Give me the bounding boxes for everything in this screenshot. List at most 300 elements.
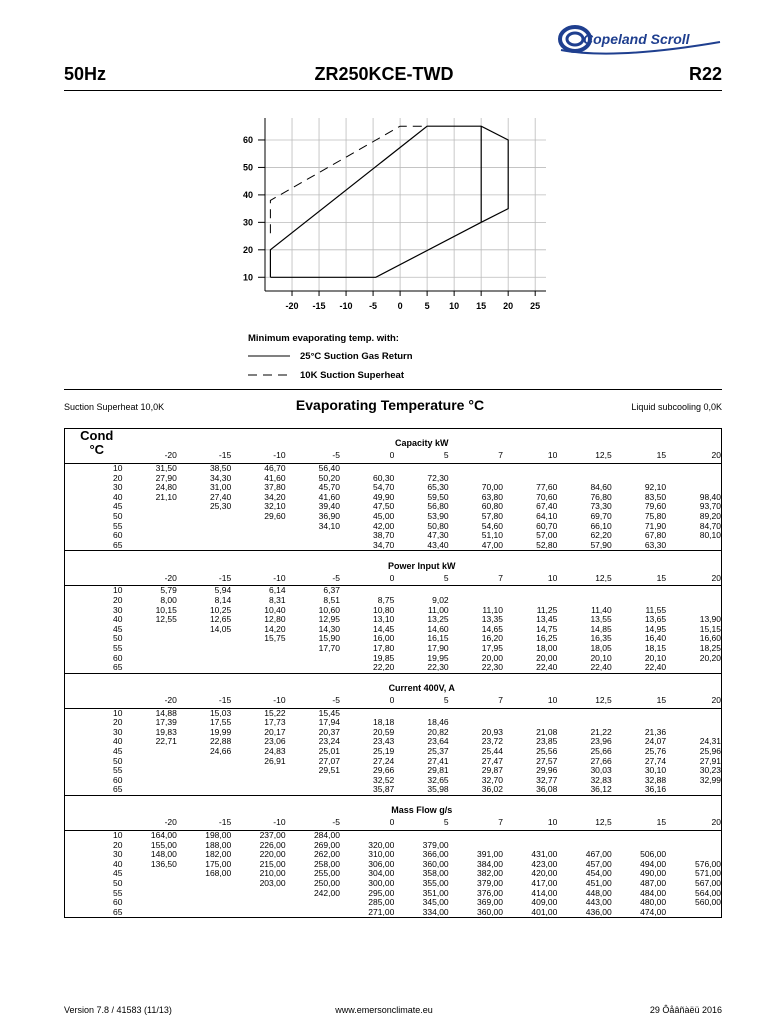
data-cell: 27,47 (481, 755, 504, 766)
data-cell (123, 747, 177, 757)
data-cell: 6,37 (323, 585, 340, 596)
website-link[interactable]: www.emersonclimate.eu (335, 1005, 433, 1015)
data-cell: 203,00 (259, 878, 286, 888)
data-cell (286, 663, 340, 673)
data-cell: 242,00 (313, 887, 340, 898)
data-cell: 15,75 (264, 633, 286, 644)
data-cell: 258,00 (313, 858, 340, 869)
data-cell: 16,60 (699, 633, 721, 644)
data-cell (612, 708, 666, 718)
data-cell: 564,00 (695, 887, 721, 898)
data-cell: 10,80 (373, 604, 395, 615)
data-cell: 37,80 (264, 482, 286, 493)
data-cell (123, 522, 177, 532)
column-header: 5 (443, 572, 449, 583)
data-cell: 29,96 (536, 765, 558, 776)
data-cell: 56,80 (427, 501, 449, 512)
data-cell: 17,90 (427, 642, 449, 653)
data-cell: 36,08 (536, 784, 558, 795)
cond-value: 10 (113, 463, 123, 473)
data-cell (231, 663, 285, 673)
column-header: 10 (547, 694, 558, 705)
cond-value: 65 (113, 539, 123, 550)
data-cell: 11,25 (536, 604, 558, 615)
y-tick-label: 20 (242, 244, 253, 255)
data-cell: 188,00 (205, 839, 232, 850)
data-cell: 54,60 (481, 520, 504, 531)
data-cell: 506,00 (640, 849, 667, 860)
table-section-data (65, 831, 722, 918)
envelope-dashed-line (270, 126, 427, 233)
data-cell: 27,66 (590, 755, 612, 766)
section-title: Current 400V, A (388, 683, 455, 694)
data-cell: 237,00 (259, 830, 286, 841)
header-rule (64, 90, 722, 91)
data-cell (449, 464, 503, 474)
column-header: 12,5 (595, 694, 612, 705)
data-cell: 175,00 (205, 858, 232, 869)
column-header: 5 (443, 817, 449, 828)
cond-header-cell (65, 796, 123, 817)
data-cell: 12,95 (318, 614, 340, 625)
data-cell (286, 654, 340, 664)
data-cell: 304,00 (368, 868, 395, 879)
data-cell: 29,66 (373, 765, 395, 776)
data-cell (666, 586, 721, 596)
data-cell (666, 708, 721, 718)
cond-value: 65 (113, 906, 123, 917)
data-cell: 25,30 (209, 501, 232, 512)
column-header: 15 (656, 450, 667, 461)
y-tick-label: 60 (242, 134, 253, 145)
data-cell (177, 541, 231, 551)
cond-header-cell (65, 551, 123, 572)
data-cell: 15,45 (318, 707, 340, 718)
data-cell: 57,80 (481, 510, 504, 521)
cond-header-cell (65, 673, 123, 694)
column-header: 7 (498, 572, 504, 583)
data-cell: 285,00 (368, 897, 395, 908)
cond-header-cell (65, 429, 123, 464)
data-cell: 54,70 (373, 482, 395, 493)
data-cell (123, 766, 177, 776)
table-section (65, 673, 722, 708)
data-cell: 43,40 (427, 539, 449, 550)
data-cell: 60,30 (373, 472, 395, 483)
cond-value: 40 (113, 858, 123, 869)
data-cell: 215,00 (259, 858, 286, 869)
data-cell (123, 644, 177, 654)
cond-value: 20 (113, 472, 123, 483)
data-cell: 15,90 (318, 633, 340, 644)
data-cell (503, 464, 557, 474)
data-cell: 20,59 (373, 726, 395, 737)
data-cell (123, 531, 177, 541)
data-cell: 25,44 (481, 746, 504, 757)
column-header: -5 (332, 572, 340, 583)
data-cell: 53,90 (427, 510, 449, 521)
data-cell: 164,00 (150, 830, 177, 841)
column-header: -5 (332, 450, 340, 461)
data-cell: 22,71 (155, 736, 177, 747)
data-cell (123, 541, 177, 551)
data-cell: 384,00 (477, 858, 504, 869)
section-title: Mass Flow g/s (391, 805, 453, 816)
data-cell: 467,00 (585, 849, 612, 860)
data-cell: 13,10 (373, 614, 395, 625)
data-cell: 23,24 (318, 736, 340, 747)
data-cell: 417,00 (531, 878, 558, 888)
data-cell: 420,00 (531, 868, 558, 879)
data-cell (449, 708, 503, 718)
data-cell: 155,00 (150, 839, 177, 850)
data-cell (123, 776, 177, 786)
data-cell: 63,30 (644, 539, 667, 550)
data-cell: 13,25 (427, 614, 449, 625)
data-cell (612, 464, 666, 474)
data-cell: 17,94 (318, 717, 340, 728)
data-cell: 34,70 (373, 539, 395, 550)
cond-value: 65 (113, 662, 123, 673)
data-cell: 334,00 (422, 906, 449, 917)
data-cell: 19,85 (373, 652, 395, 663)
data-cell: 19,99 (209, 726, 232, 737)
data-cell: 79,60 (644, 501, 667, 512)
data-cell (231, 908, 285, 918)
data-cell: 448,00 (585, 887, 612, 898)
data-cell (666, 663, 721, 673)
data-cell: 27,74 (644, 755, 667, 766)
data-cell: 38,70 (373, 530, 395, 541)
data-cell: 84,60 (590, 482, 612, 493)
data-cell: 351,00 (422, 887, 449, 898)
data-cell (123, 879, 177, 889)
data-cell: 284,00 (313, 830, 340, 841)
cond-value: 60 (113, 652, 123, 663)
footer-date: 29 Ôåâñàëü 2016 (649, 1005, 722, 1015)
legend-title: Minimum evaporating temp. with: (248, 333, 399, 344)
data-cell: 409,00 (531, 897, 558, 908)
data-cell: 27,41 (427, 755, 449, 766)
data-cell (177, 908, 231, 918)
copeland-scroll-logo (555, 20, 725, 58)
data-cell: 57,90 (590, 539, 612, 550)
data-cell: 12,80 (264, 614, 286, 625)
data-cell (666, 831, 721, 841)
data-cell: 17,70 (318, 642, 340, 653)
cond-value: 45 (113, 623, 123, 634)
data-cell (666, 596, 721, 606)
data-cell (557, 831, 611, 841)
data-cell (231, 654, 285, 664)
data-cell: 36,12 (590, 784, 612, 795)
data-cell (177, 889, 231, 899)
data-cell: 98,40 (699, 491, 721, 502)
data-cell: 15,15 (699, 623, 721, 634)
column-header: -20 (164, 572, 177, 583)
data-cell (177, 512, 231, 522)
data-cell: 66,10 (590, 520, 612, 531)
data-cell: 72,30 (427, 472, 449, 483)
data-cell: 13,90 (699, 614, 721, 625)
data-cell: 23,72 (481, 736, 504, 747)
cond-value: 45 (113, 746, 123, 757)
data-cell: 454,00 (585, 868, 612, 879)
column-header: 20 (711, 817, 721, 828)
legend-solid-label: 25°C Suction Gas Return (300, 351, 413, 362)
data-cell: 21,36 (644, 726, 667, 737)
liquid-subcooling: Liquid subcooling 0,0K (631, 402, 722, 412)
cond-value: 40 (113, 614, 123, 625)
data-cell: 571,00 (695, 868, 721, 879)
data-cell: 27,90 (155, 472, 177, 483)
cond-value: 30 (113, 849, 123, 860)
data-cell: 50,80 (427, 520, 449, 531)
column-header: -5 (332, 817, 340, 828)
data-cell: 67,80 (644, 530, 667, 541)
data-cell: 60,70 (536, 520, 558, 531)
data-cell: 16,40 (644, 633, 667, 644)
column-header: -10 (273, 450, 286, 461)
section-title: Power Input kW (388, 560, 456, 571)
data-cell: 73,30 (590, 501, 612, 512)
data-cell: 77,60 (536, 482, 558, 493)
data-cell: 36,90 (318, 510, 340, 521)
data-cell: 47,30 (427, 530, 449, 541)
data-cell (123, 908, 177, 918)
data-cell: 36,16 (644, 784, 667, 795)
data-cell: 136,50 (150, 858, 177, 869)
y-tick-label: 30 (242, 217, 253, 228)
data-cell: 474,00 (640, 906, 667, 917)
data-cell: 484,00 (640, 887, 667, 898)
data-cell: 10,40 (264, 604, 286, 615)
data-cell: 20,93 (481, 726, 504, 737)
data-cell: 32,65 (427, 774, 449, 785)
data-cell: 32,88 (644, 774, 667, 785)
data-cell: 36,02 (481, 784, 504, 795)
data-cell (177, 663, 231, 673)
data-cell: 457,00 (585, 858, 612, 869)
data-cell: 35,98 (427, 784, 449, 795)
data-cell: 18,00 (536, 642, 558, 653)
data-cell: 31,50 (155, 463, 177, 473)
data-cell: 25,56 (536, 746, 558, 757)
data-cell: 38,50 (209, 463, 232, 473)
data-cell (503, 831, 557, 841)
cond-value: 55 (113, 765, 123, 776)
data-cell: 11,10 (482, 604, 504, 615)
table-row (65, 541, 722, 551)
column-header: 20 (711, 694, 721, 705)
data-cell: 18,46 (427, 717, 449, 728)
data-cell (123, 634, 177, 644)
data-cell: 490,00 (640, 868, 667, 879)
data-cell: 17,95 (481, 642, 504, 653)
data-cell: 32,99 (699, 774, 721, 785)
column-header: 12,5 (595, 817, 612, 828)
x-tick-label: -20 (285, 301, 299, 311)
data-cell: 5,79 (160, 585, 177, 596)
data-cell: 8,14 (214, 594, 232, 605)
data-cell: 414,00 (531, 887, 558, 898)
data-cell (123, 654, 177, 664)
data-cell: 70,00 (481, 482, 504, 493)
column-header: -20 (164, 450, 177, 461)
data-cell (231, 644, 285, 654)
data-cell: 65,30 (427, 482, 449, 493)
data-cell (177, 785, 231, 795)
column-header: 0 (389, 450, 395, 461)
data-cell: 32,83 (590, 774, 612, 785)
data-cell: 29,51 (318, 765, 340, 776)
data-cell (557, 464, 611, 474)
data-cell (123, 663, 177, 673)
data-cell (177, 654, 231, 664)
data-cell (123, 898, 177, 908)
data-cell: 23,06 (264, 736, 286, 747)
data-cell: 17,73 (264, 717, 286, 728)
data-cell: 567,00 (695, 878, 721, 888)
data-cell (231, 889, 285, 899)
data-cell: 92,10 (644, 482, 667, 493)
column-header: 5 (443, 694, 449, 705)
data-cell: 93,70 (699, 501, 721, 512)
table-section-data (65, 586, 722, 673)
data-cell: 24,31 (699, 736, 721, 747)
data-cell (286, 898, 340, 908)
x-tick-label: -5 (369, 301, 378, 311)
chart-axes (258, 118, 546, 296)
column-header: 0 (389, 694, 395, 705)
data-cell: 19,95 (427, 652, 449, 663)
data-cell (666, 841, 721, 851)
data-cell: 220,00 (259, 849, 286, 860)
data-cell: 32,70 (481, 774, 504, 785)
data-cell: 168,00 (205, 868, 232, 879)
data-cell (177, 757, 231, 767)
x-tick-label: 15 (476, 301, 487, 311)
data-cell: 255,00 (313, 868, 340, 879)
data-cell: 310,00 (368, 849, 395, 860)
cond-value: 45 (113, 868, 123, 879)
data-cell: 34,20 (264, 491, 286, 502)
suction-superheat: Suction Superheat 10,0K (64, 402, 165, 412)
data-cell: 22,88 (209, 736, 232, 747)
cond-value: 40 (113, 491, 123, 502)
data-cell: 14,05 (209, 623, 232, 634)
chart-rule (64, 389, 722, 390)
data-cell (231, 766, 285, 776)
y-tick-label: 40 (242, 189, 253, 200)
data-cell: 379,00 (477, 878, 504, 888)
data-cell: 25,19 (373, 746, 395, 757)
data-cell: 24,83 (264, 746, 286, 757)
data-cell: 63,80 (481, 491, 504, 502)
data-cell: 20,17 (264, 726, 286, 737)
table-section (65, 551, 722, 586)
cond-value: 50 (113, 510, 123, 521)
data-cell: 35,87 (373, 784, 395, 795)
data-cell: 71,90 (644, 520, 667, 531)
data-cell: 49,90 (373, 491, 395, 502)
data-cell: 34,30 (209, 472, 232, 483)
data-cell: 45,00 (373, 510, 395, 521)
column-header: -10 (273, 817, 286, 828)
data-cell: 41,60 (264, 472, 286, 483)
data-cell: 13,35 (481, 614, 504, 625)
data-cell: 64,10 (536, 510, 558, 521)
column-header: 0 (389, 817, 395, 828)
data-cell: 18,18 (373, 717, 395, 728)
data-cell: 443,00 (585, 897, 612, 908)
data-cell (177, 522, 231, 532)
data-cell (177, 531, 231, 541)
cond-value: 50 (113, 755, 123, 766)
data-cell: 358,00 (422, 868, 449, 879)
data-cell: 31,00 (209, 482, 232, 493)
data-cell (666, 541, 721, 551)
data-cell (177, 644, 231, 654)
section-title: Capacity kW (394, 438, 449, 449)
cond-value: 10 (113, 707, 123, 718)
data-cell: 20,10 (590, 652, 612, 663)
cond-value: 20 (113, 717, 123, 728)
data-cell: 13,45 (536, 614, 558, 625)
data-cell (177, 766, 231, 776)
data-cell: 14,75 (536, 623, 558, 634)
data-cell: 24,66 (209, 746, 232, 757)
cond-value: 20 (113, 594, 123, 605)
data-cell (177, 634, 231, 644)
data-cell: 89,20 (699, 510, 721, 521)
data-cell: 22,30 (481, 662, 504, 673)
column-header: 10 (547, 572, 558, 583)
data-cell: 51,10 (481, 530, 504, 541)
data-cell: 46,70 (264, 463, 286, 473)
model-title: ZR250KCE-TWD (314, 64, 454, 84)
data-cell: 25,76 (644, 746, 667, 757)
cond-value: 40 (113, 736, 123, 747)
data-cell (449, 586, 503, 596)
data-cell: 487,00 (640, 878, 667, 888)
data-cell: 480,00 (640, 897, 667, 908)
data-cell: 271,00 (368, 906, 395, 917)
data-cell (286, 908, 340, 918)
data-cell: 10,25 (209, 604, 232, 615)
data-cell: 24,07 (644, 736, 667, 747)
data-cell: 431,00 (531, 849, 558, 860)
data-cell: 355,00 (422, 878, 449, 888)
cond-value: 50 (113, 878, 123, 888)
data-cell: 18,15 (644, 642, 667, 653)
data-cell: 30,23 (699, 765, 721, 776)
data-cell: 16,00 (373, 633, 395, 644)
data-cell: 16,20 (481, 633, 504, 644)
data-cell: 22,20 (373, 662, 395, 673)
data-cell: 8,51 (323, 594, 340, 605)
data-cell: 47,00 (481, 539, 504, 550)
data-cell: 29,81 (427, 765, 449, 776)
data-cell (666, 785, 721, 795)
data-cell: 250,00 (313, 878, 340, 888)
data-cell: 30,10 (644, 765, 667, 776)
data-cell: 14,60 (427, 623, 449, 634)
column-header: 15 (656, 817, 667, 828)
data-cell: 366,00 (422, 849, 449, 860)
operating-envelope-chart (0, 108, 768, 388)
column-header: 0 (389, 572, 395, 583)
